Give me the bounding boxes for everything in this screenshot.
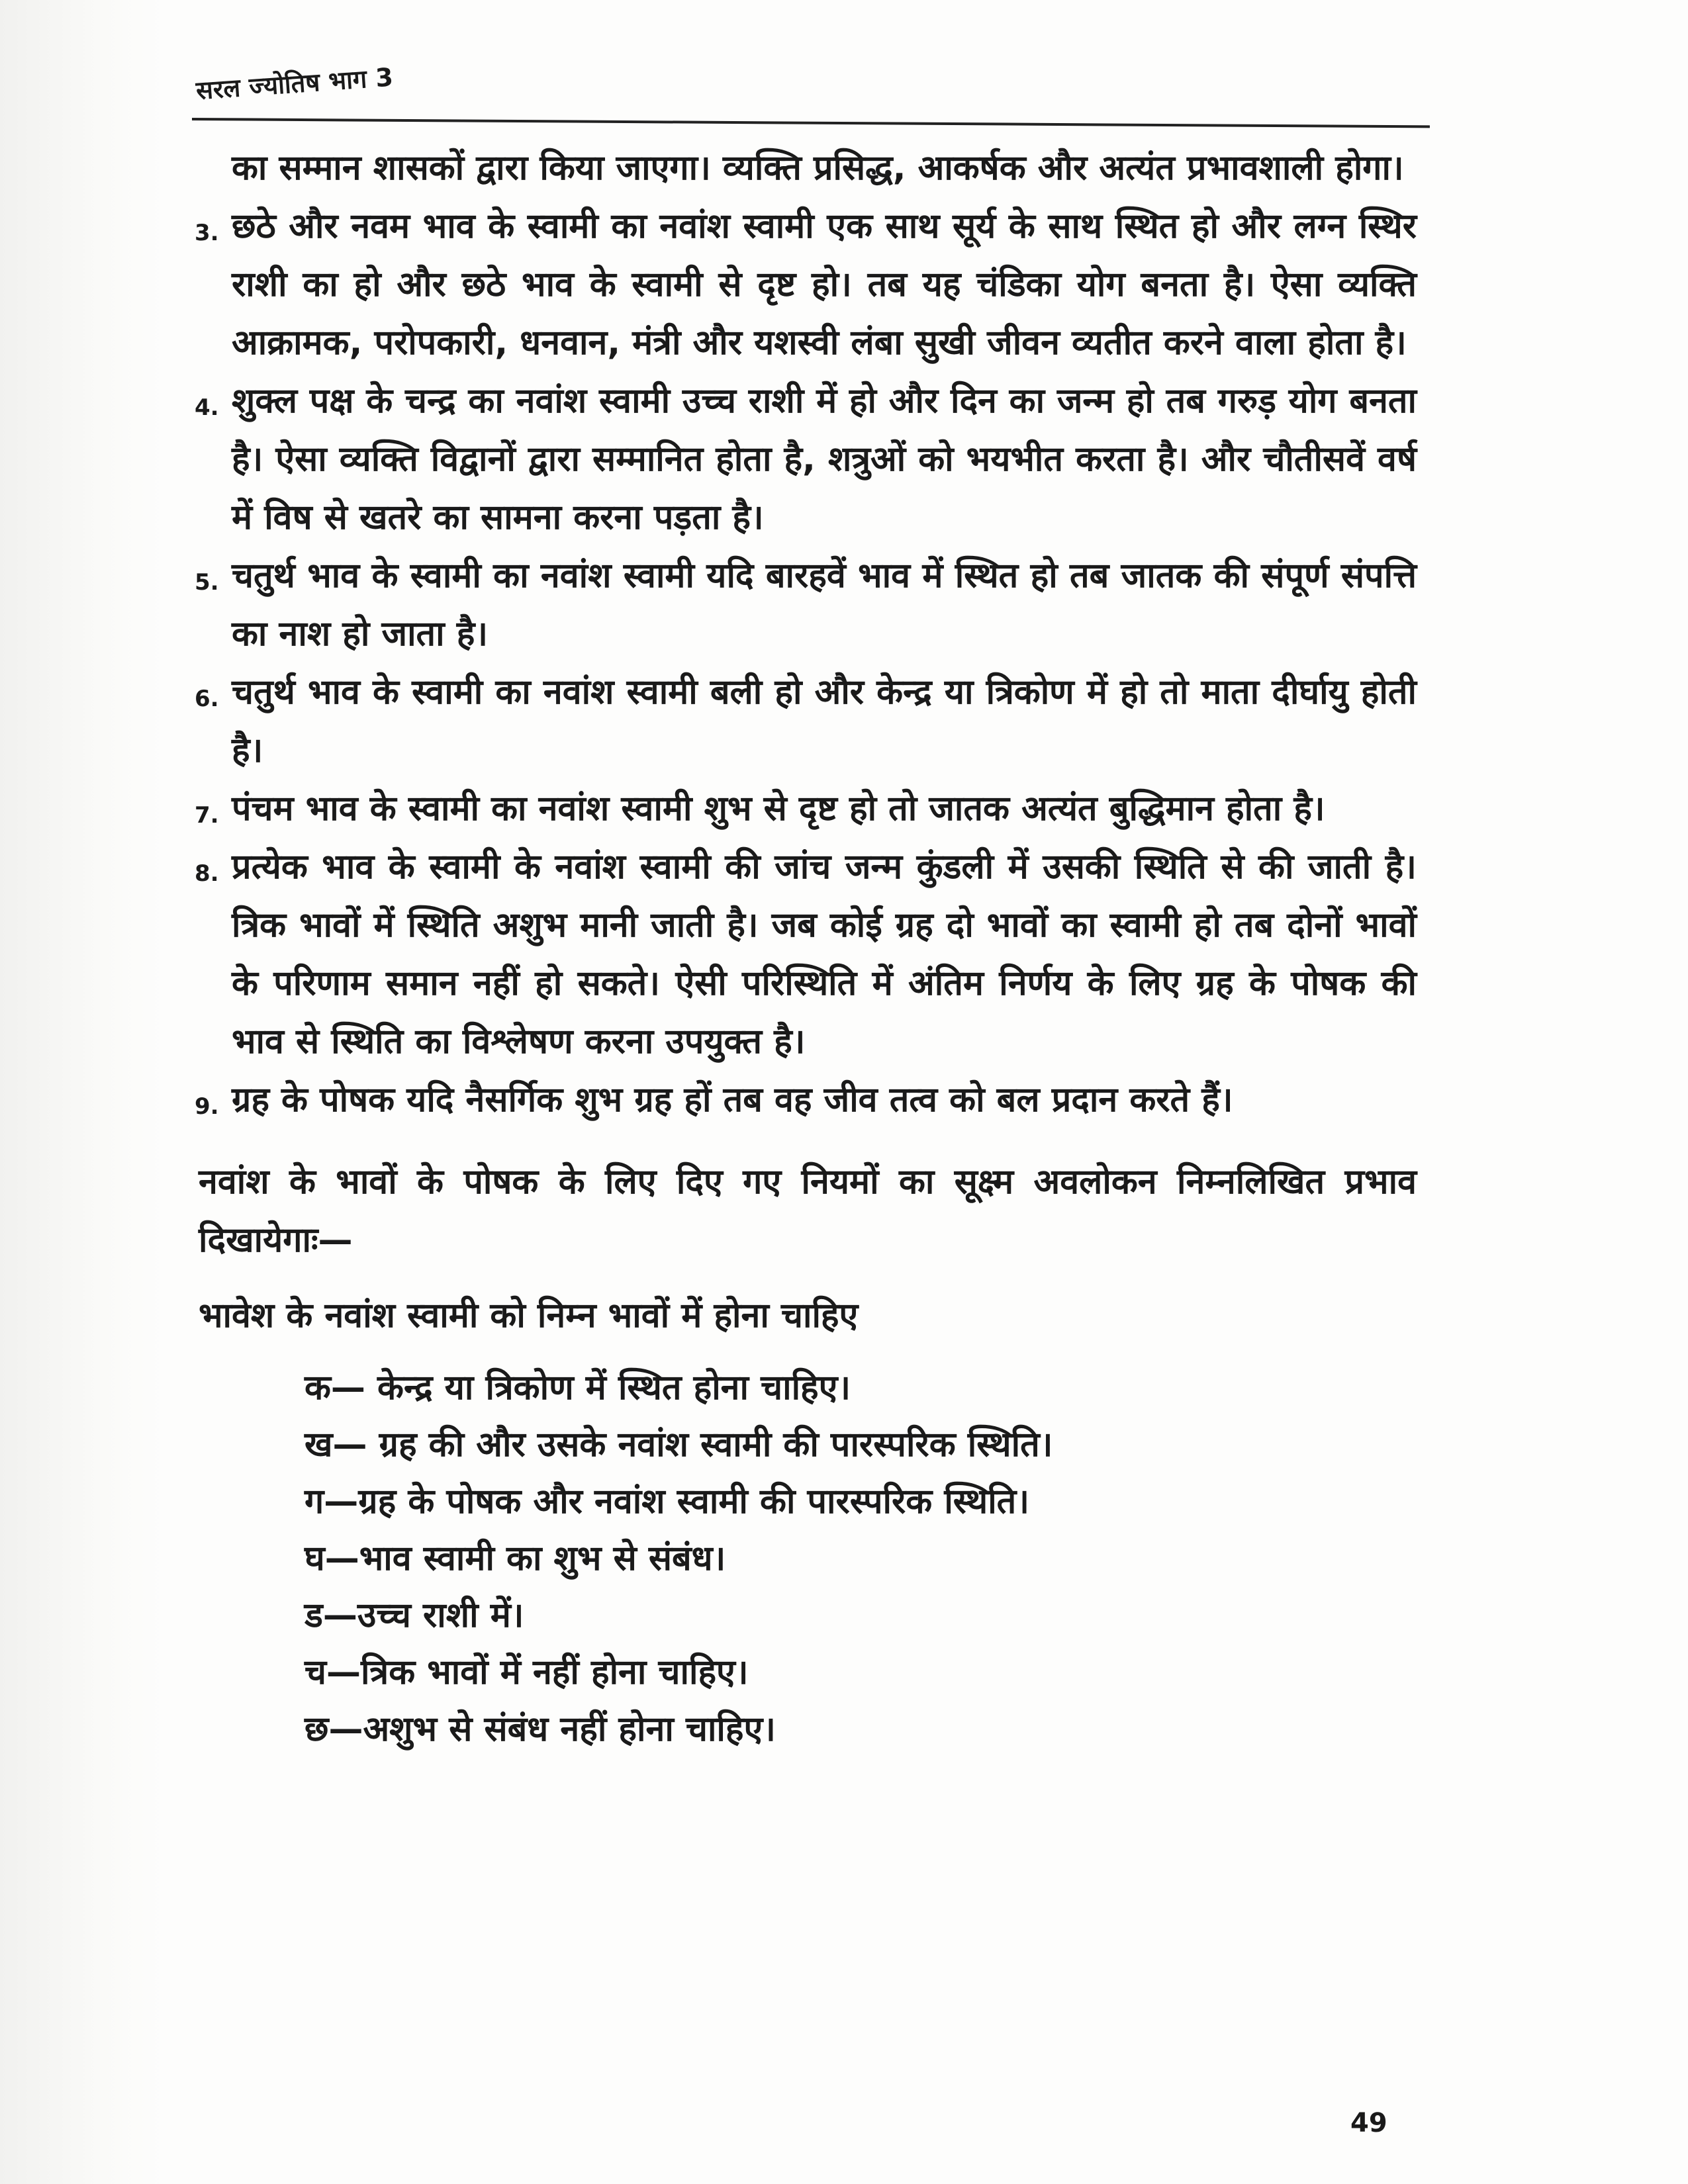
list-item-text: चतुर्थ भाव के स्वामी का नवांश स्वामी बली हो और केन्द्र या त्रिकोण में हो तो माता दीर्घायु होती है। — [232, 672, 1417, 770]
sub-list-item: ड—उच्च राशी में। — [305, 1596, 524, 1635]
list-item — [195, 1071, 1417, 1129]
list-item — [195, 372, 1417, 547]
list-item-text: चतुर्थ भाव के स्वामी का नवांश स्वामी यदि बारहवें भाव में स्थित हो तब जातक की संपूर्ण संपत्ति का नाश हो जाता है। — [232, 556, 1417, 654]
sub-list — [199, 1359, 1417, 1758]
body-text — [195, 139, 1417, 1758]
intro-line: भावेश के नवांश स्वामी को निम्न भावों में होना चाहिए — [199, 1296, 859, 1336]
sub-list-item: च—त्रिक भावों में नहीं होना चाहिए। — [305, 1653, 749, 1692]
list-item-number: 5. — [195, 569, 219, 596]
page-gutter-shadow — [0, 0, 165, 2184]
list-item-number: 4. — [195, 394, 219, 421]
list-item-number: 6. — [195, 686, 219, 712]
list-item-number: 3. — [195, 220, 219, 246]
continuation-paragraph: का सम्मान शासकों द्वारा किया जाएगा। व्यक्ति प्रसिद्ध, आकर्षक और अत्यंत प्रभावशाली होगा। — [232, 148, 1404, 188]
sub-list-item: ग—ग्रह के पोषक और नवांश स्वामी की पारस्परिक स्थिति। — [305, 1482, 1030, 1522]
list-item-text: ग्रह के पोषक यदि नैसर्गिक शुभ ग्रह हों तब वह जीव तत्व को बल प्रदान करते हैं। — [232, 1080, 1233, 1120]
sub-list-item: क— केन्द्र या त्रिकोण में स्थित होना चाहिए। — [305, 1368, 851, 1408]
summary-paragraph: नवांश के भावों के पोषक के लिए दिए गए नियमों का सूक्ष्म अवलोकन निम्नलिखित प्रभाव दिखायेगाः— — [199, 1162, 1417, 1260]
list-item-text: छठे और नवम भाव के स्वामी का नवांश स्वामी एक साथ सूर्य के साथ स्थित हो और लग्न स्थिर राशी का हो और छठे भाव के स्वामी से दृष्ट हो। तब यह चंडिका योग बनता है। ऐसा व्यक्ति आक्रामक, परोपकारी, धनवान, मंत्री और यशस्वी लंबा सुखी जीवन व्यतीत करने वाला होता है। — [232, 206, 1417, 363]
list-item-number: 7. — [195, 802, 219, 829]
list-item — [195, 197, 1417, 372]
list-item-text: प्रत्येक भाव के स्वामी के नवांश स्वामी की जांच जन्म कुंडली में उसकी स्थिति से की जाती है। त्रिक भावों में स्थिति अशुभ मानी जाती है। जब कोई ग्रह दो भावों का स्वामी हो तब दोनों भावों के परिणाम समान नहीं हो सकते। ऐसी परिस्थिति में अंतिम निर्णय के लिए ग्रह के पोषक की भाव से स्थिति का विश्लेषण करना उपयुक्त है। — [232, 847, 1417, 1062]
list-item-number: 8. — [195, 860, 219, 887]
sub-list-item: घ—भाव स्वामी का शुभ से संबंध। — [305, 1539, 726, 1578]
list-item-text: शुक्ल पक्ष के चन्द्र का नवांश स्वामी उच्च राशी में हो और दिन का जन्म हो तब गरुड़ योग बनता है। ऐसा व्यक्ति विद्वानों द्वारा सम्मानित होता है, शत्रुओं को भयभीत करता है। और चौतीसवें वर्ष में विष से खतरे का सामना करना पड़ता है। — [232, 381, 1417, 537]
sub-list-item: ख— ग्रह की और उसके नवांश स्वामी की पारस्परिक स्थिति। — [305, 1425, 1053, 1465]
list-item — [195, 780, 1417, 838]
list-item-number: 9. — [195, 1093, 219, 1120]
running-head: सरल ज्योतिष भाग 3 — [195, 62, 395, 106]
list-item — [195, 547, 1417, 663]
header-rule — [192, 118, 1430, 128]
list-item — [195, 663, 1417, 780]
page-number: 49 — [1350, 2108, 1387, 2138]
list-item — [195, 838, 1417, 1071]
list-item-text: पंचम भाव के स्वामी का नवांश स्वामी शुभ से दृष्ट हो तो जातक अत्यंत बुद्धिमान होता है। — [232, 789, 1325, 829]
sub-list-item: छ—अशुभ से संबंध नहीं होना चाहिए। — [305, 1709, 776, 1749]
